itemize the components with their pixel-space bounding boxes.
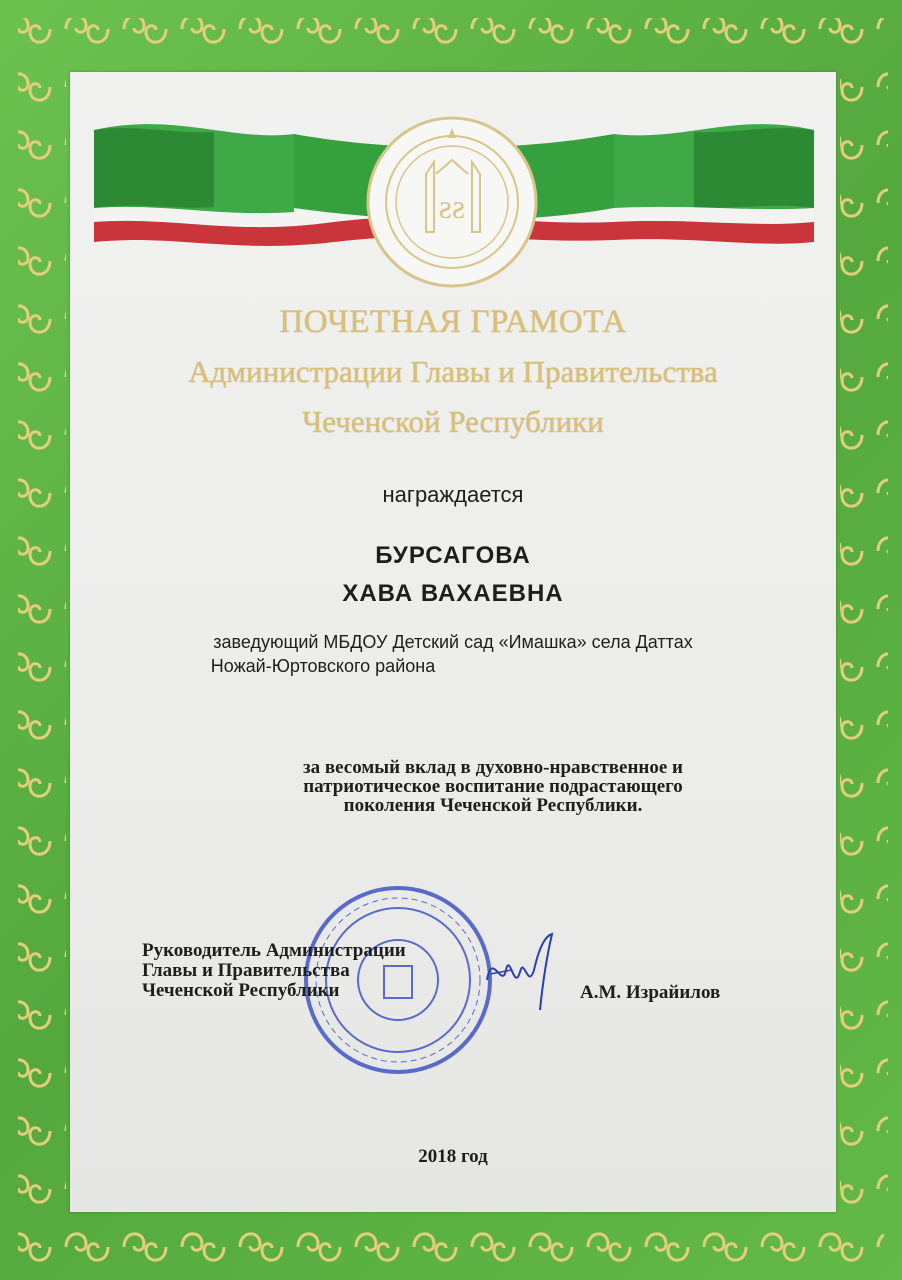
award-reason-line-1: за весомый вклад в духовно-нравственное и xyxy=(302,757,684,778)
svg-text:ƨƨ: ƨƨ xyxy=(438,189,466,226)
certificate-paper xyxy=(70,72,836,1212)
recipient-given-name: ХАВА ВАХАЕВНА xyxy=(342,580,564,607)
award-year: 2018 год xyxy=(418,1146,488,1167)
recipient-surname: БУРСАГОВА xyxy=(375,542,531,569)
recipient-position-line-1: заведующий МБДОУ Детский сад «Имашка» села Даттах xyxy=(213,632,693,652)
issuer-line-1: Администрации Главы и Правительства xyxy=(188,354,718,389)
issuer-line-2: Чеченской Республики xyxy=(302,404,604,439)
signer-title-line-2: Главы и Правительства xyxy=(142,960,350,981)
recipient-position-line-2: Ножай-Юртовского района xyxy=(210,656,436,676)
signer-title-line-1: Руководитель Администрации xyxy=(142,940,406,961)
awarded-label: награждается xyxy=(382,482,524,507)
award-reason-line-3: поколения Чеченской Республики. xyxy=(343,795,643,816)
signer-title-line-3: Чеченской Республики xyxy=(142,980,340,1001)
award-reason-line-2: патриотическое воспитание подрастающего xyxy=(303,776,683,797)
coat-of-arms-emblem xyxy=(364,114,540,290)
certificate-title: ПОЧЕТНАЯ ГРАМОТА xyxy=(279,304,627,340)
handwritten-signature xyxy=(482,930,572,1020)
signer-name: А.М. Израйилов xyxy=(580,982,721,1003)
